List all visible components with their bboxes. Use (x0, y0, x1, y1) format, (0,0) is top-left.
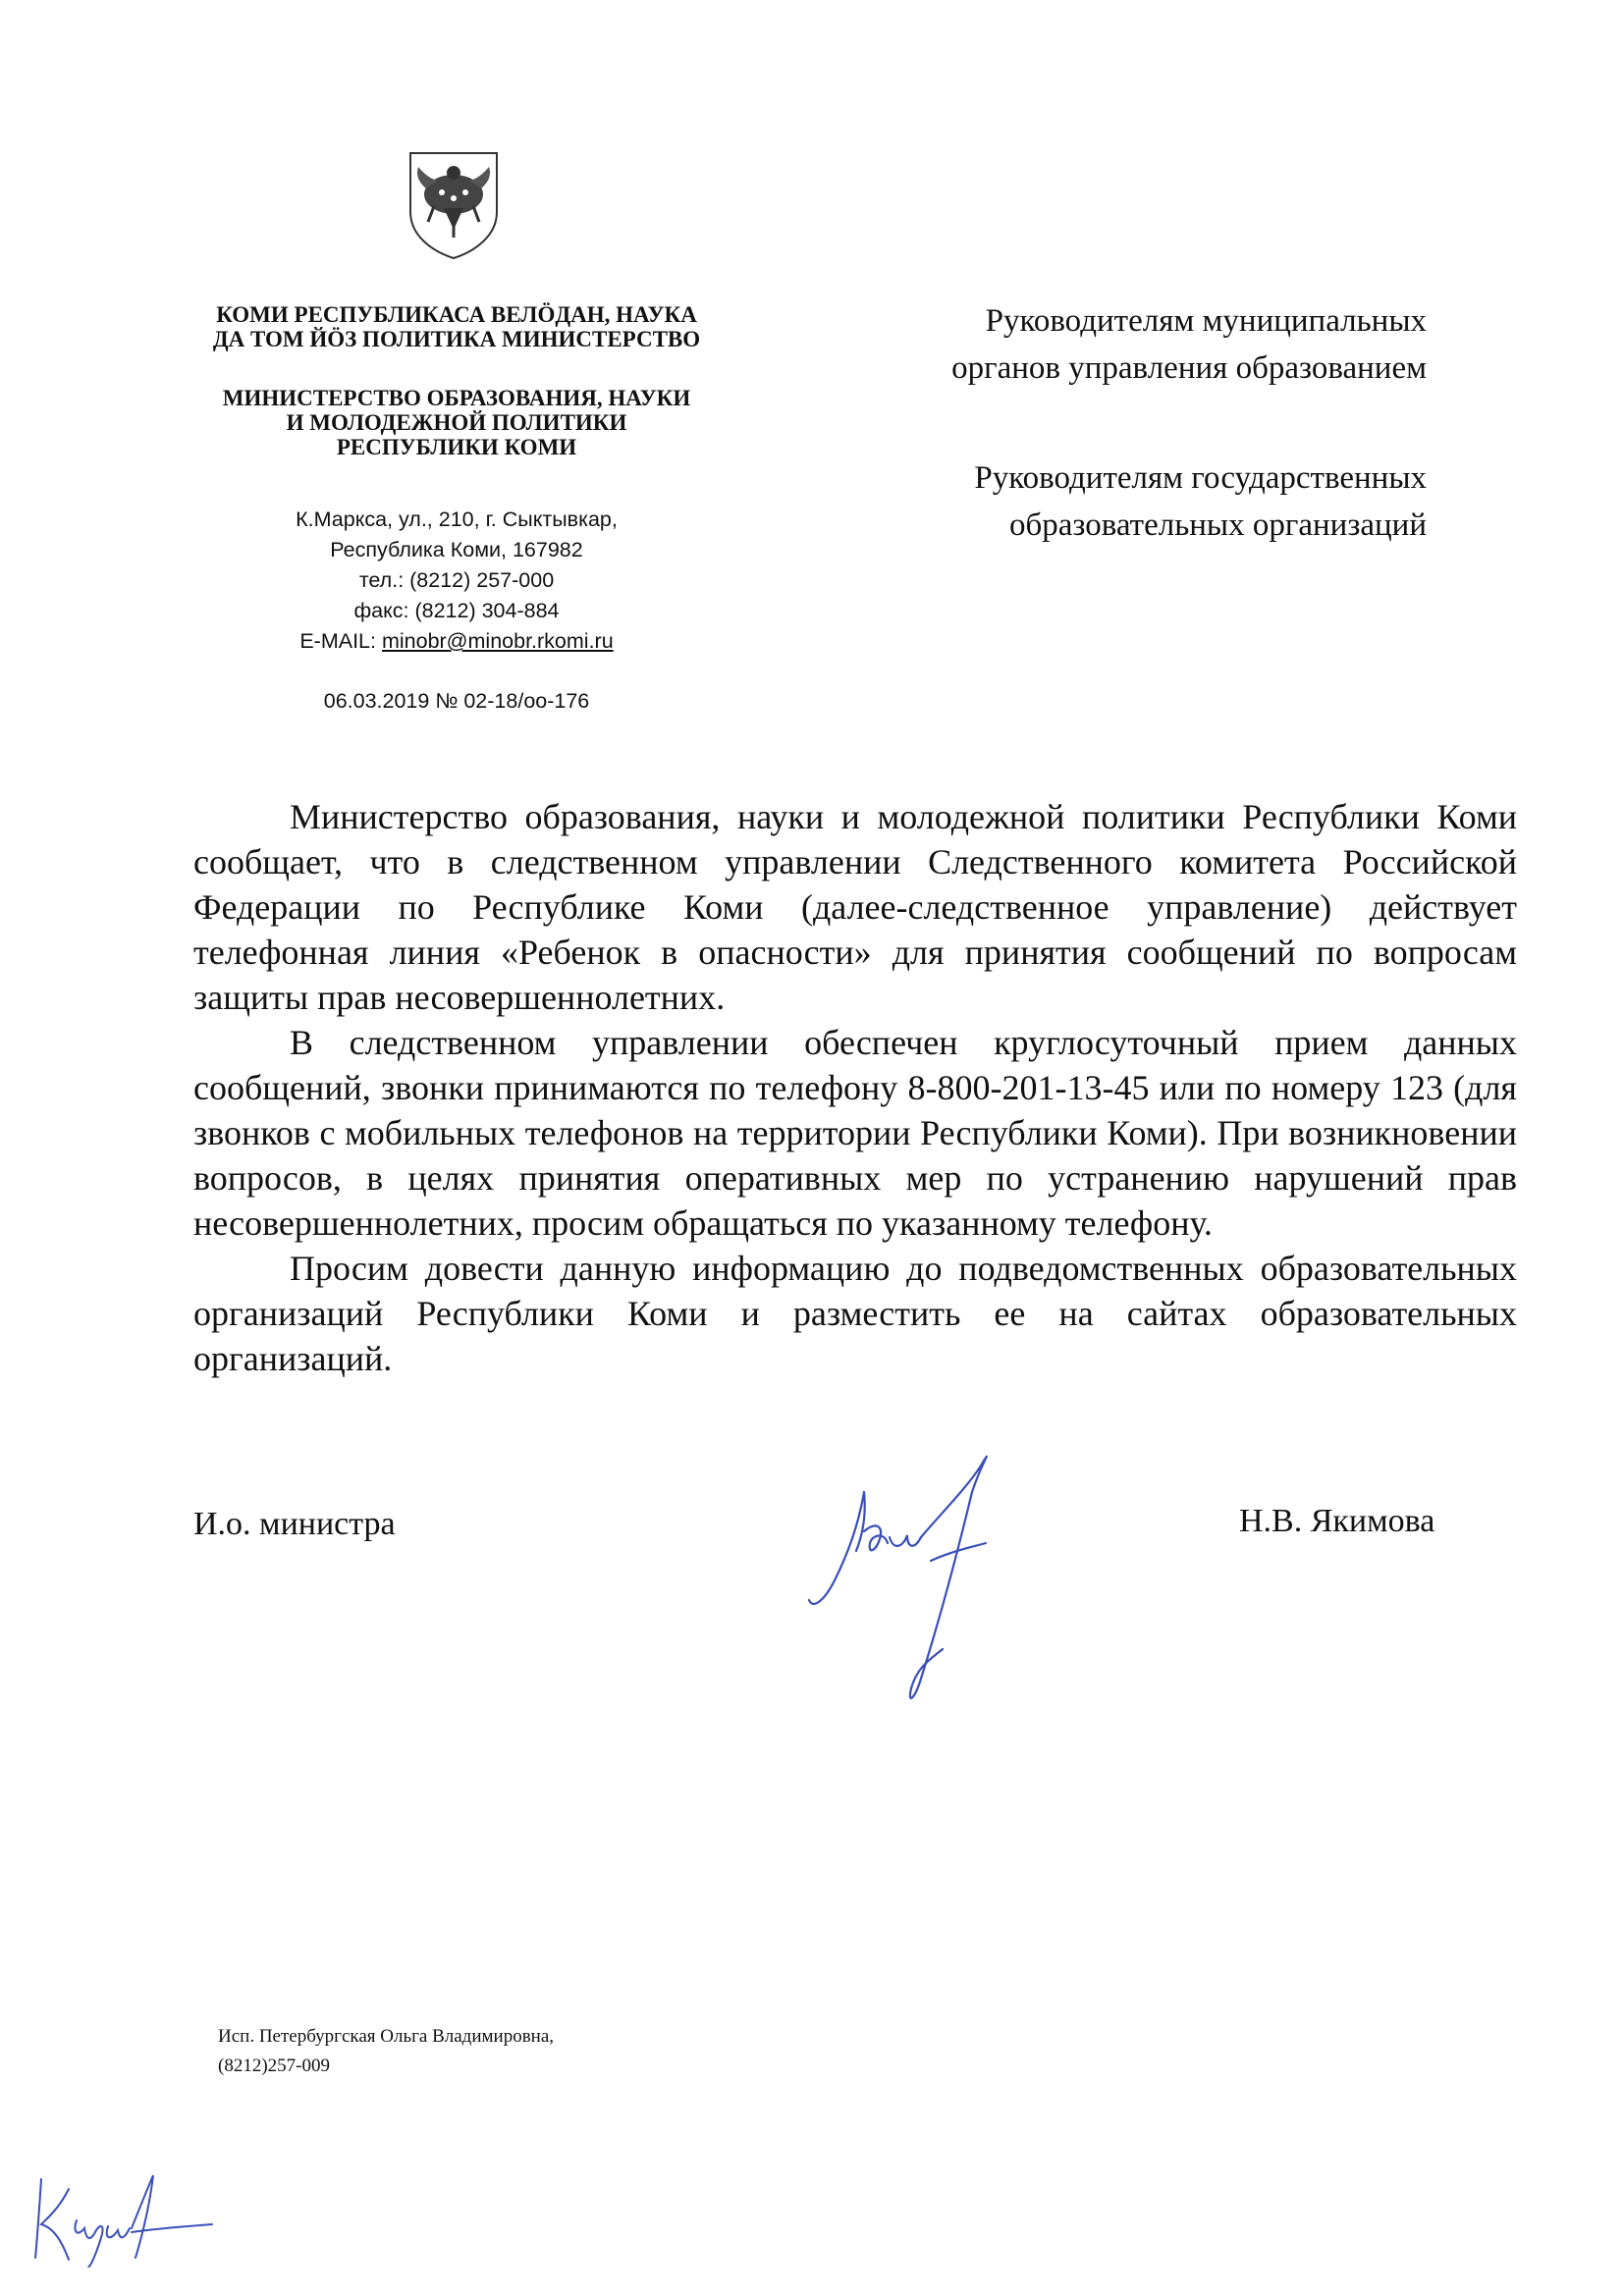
org-ru-line1: МИНИСТЕРСТВО ОБРАЗОВАНИЯ, НАУКИ (222, 386, 691, 410)
addressee-state-line1: Руководителям государственных (974, 460, 1427, 496)
org-komi-line2: ДА ТОМ ЙÖЗ ПОЛИТИКА МИНИСТЕРСТВО (212, 327, 701, 351)
handwritten-initials (29, 2169, 216, 2268)
email-line (245, 626, 668, 657)
fax-line: факс: (8212) 304-884 (353, 599, 560, 622)
org-name-russian (172, 386, 741, 459)
org-name-komi (172, 302, 741, 351)
body-paragraph-1: Министерство образования, науки и молодежной политики Республики Коми сообщает, что в следственном управлении Следственного комитета Российской Федерации по Республике Коми (далее-следственное управление) действует телефонная линия «Ребенок в опасности» для принятия сообщений по вопросам защиты прав несовершеннолетних. (193, 797, 1517, 1017)
executor-name: Исп. Петербургская Ольга Владимировна, (218, 2026, 555, 2047)
body-paragraph-3: Просим довести данную информацию до подведомственных образовательных организаций Республики Коми и разместить ее на сайтах образовательных организаций. (193, 1249, 1517, 1378)
executor-info (218, 2022, 554, 2081)
contact-block (245, 505, 668, 657)
signatory-position: И.о. министра (193, 1506, 396, 1542)
letter-body (193, 794, 1517, 1381)
addressee-state-line2: образовательных организаций (1008, 507, 1427, 543)
document-reference: 06.03.2019 № 02-18/оо-176 (323, 689, 590, 713)
body-paragraph-2: В следственном управлении обеспечен круглосуточный прием данных сообщений, звонки принимаются по телефону 8-800-201-13-45 или по номеру 123 (для звонков с мобильных телефонов на территории Республики Коми). При возникновении вопросов, в целях принятия оперативных мер по устранению нарушений прав несовершеннолетних, просим обращаться по указанному телефону. (193, 1023, 1517, 1243)
addressee-municipal (798, 297, 1427, 392)
address-line2: Республика Коми, 167982 (330, 538, 583, 561)
org-ru-line2: И МОЛОДЕЖНОЙ ПОЛИТИКИ (286, 410, 627, 435)
addressee-municipal-line1: Руководителям муниципальных (985, 303, 1427, 339)
email-link[interactable]: minobr@minobr.rkomi.ru (381, 629, 614, 653)
executor-phone: (8212)257-009 (218, 2056, 330, 2076)
signatory-name: Н.В. Якимова (1239, 1503, 1435, 1539)
phone-line: тел.: (8212) 257-000 (358, 568, 555, 592)
addressee-municipal-line2: органов управления образованием (951, 350, 1427, 386)
org-komi-line1: КОМИ РЕСПУБЛИКАСА ВЕЛÖДАН, НАУКА (216, 302, 697, 327)
komi-coat-of-arms-emblem (405, 149, 503, 261)
handwritten-signature (805, 1453, 1060, 1713)
org-ru-line3: РЕСПУБЛИКИ КОМИ (336, 435, 577, 459)
email-label: E-MAIL: (299, 629, 382, 653)
address-line1: К.Маркса, ул., 210, г. Сыктывкар, (296, 507, 618, 531)
addressee-state (798, 454, 1427, 549)
